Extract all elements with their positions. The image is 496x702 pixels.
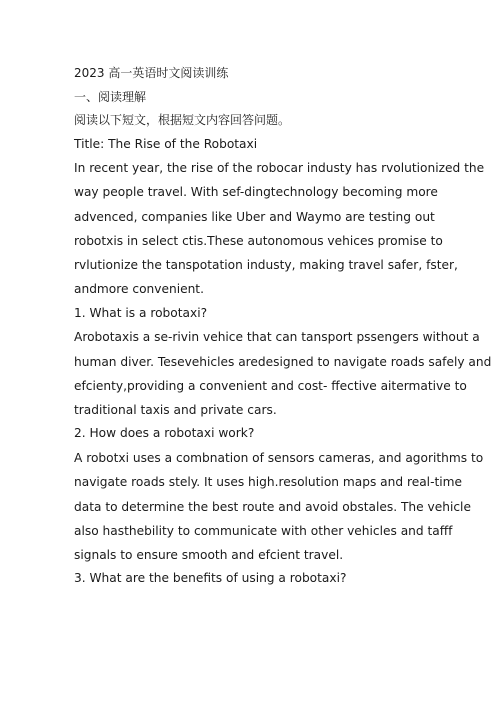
answer-1-line: human diver. Tesevehicles aredesigned to navigate roads safely and	[74, 354, 492, 369]
intro-line: advenced, companies like Uber and Waymo are testing out	[74, 209, 435, 224]
answer-2-paragraph	[74, 446, 484, 567]
intro-paragraph	[74, 156, 485, 302]
question-1: 1. What is a robotaxi?	[74, 305, 208, 320]
answer-2-line: also hasthebility to communicate with other vehicles and tafff	[74, 523, 453, 538]
answer-2-line: A robotxi uses a combnation of sensors cameras, and agorithms to	[74, 450, 484, 465]
intro-line: way people travel. With sef-dingtechnology becoming more	[74, 185, 438, 200]
intro-line: robotxis in select ctis.These autonomous vehices promise to	[74, 233, 443, 248]
answer-1-paragraph	[74, 325, 492, 422]
document-page	[74, 62, 492, 591]
answer-1-line: efcienty,providing a convenient and cost- ffective aitermative to	[74, 378, 467, 393]
instruction: 阅读以下短文，根据短文内容回答问题。	[74, 113, 291, 127]
intro-line: andmore convenient.	[74, 282, 204, 297]
article-title: Title: The Rise of the Robotaxi	[74, 136, 258, 151]
answer-1-line: traditional taxis and private cars.	[74, 403, 277, 418]
intro-line: In recent year, the rise of the robocar industy has rvolutionized the	[74, 161, 485, 175]
doc-title: 2023 高一英语时文阅读训练	[74, 66, 229, 80]
answer-2-line: navigate roads stely. It uses high.resolution maps and real-time	[74, 475, 463, 490]
section-heading: 一、阅读理解	[74, 89, 147, 104]
answer-2-line: data to determine the best route and avoid obstales. The vehicle	[74, 499, 471, 514]
answer-1-line: Arobotaxis a se-rivin vehice that can tansport pssengers without a	[74, 330, 480, 345]
answer-2-line: signals to ensure smooth and efcient travel.	[74, 548, 344, 563]
intro-line: rvlutionize the tanspotation industy, making travel safer, fster,	[74, 258, 458, 273]
question-3: 3. What are the benefits of using a robotaxi?	[74, 571, 347, 586]
question-2: 2. How does a robotaxi work?	[74, 426, 255, 441]
